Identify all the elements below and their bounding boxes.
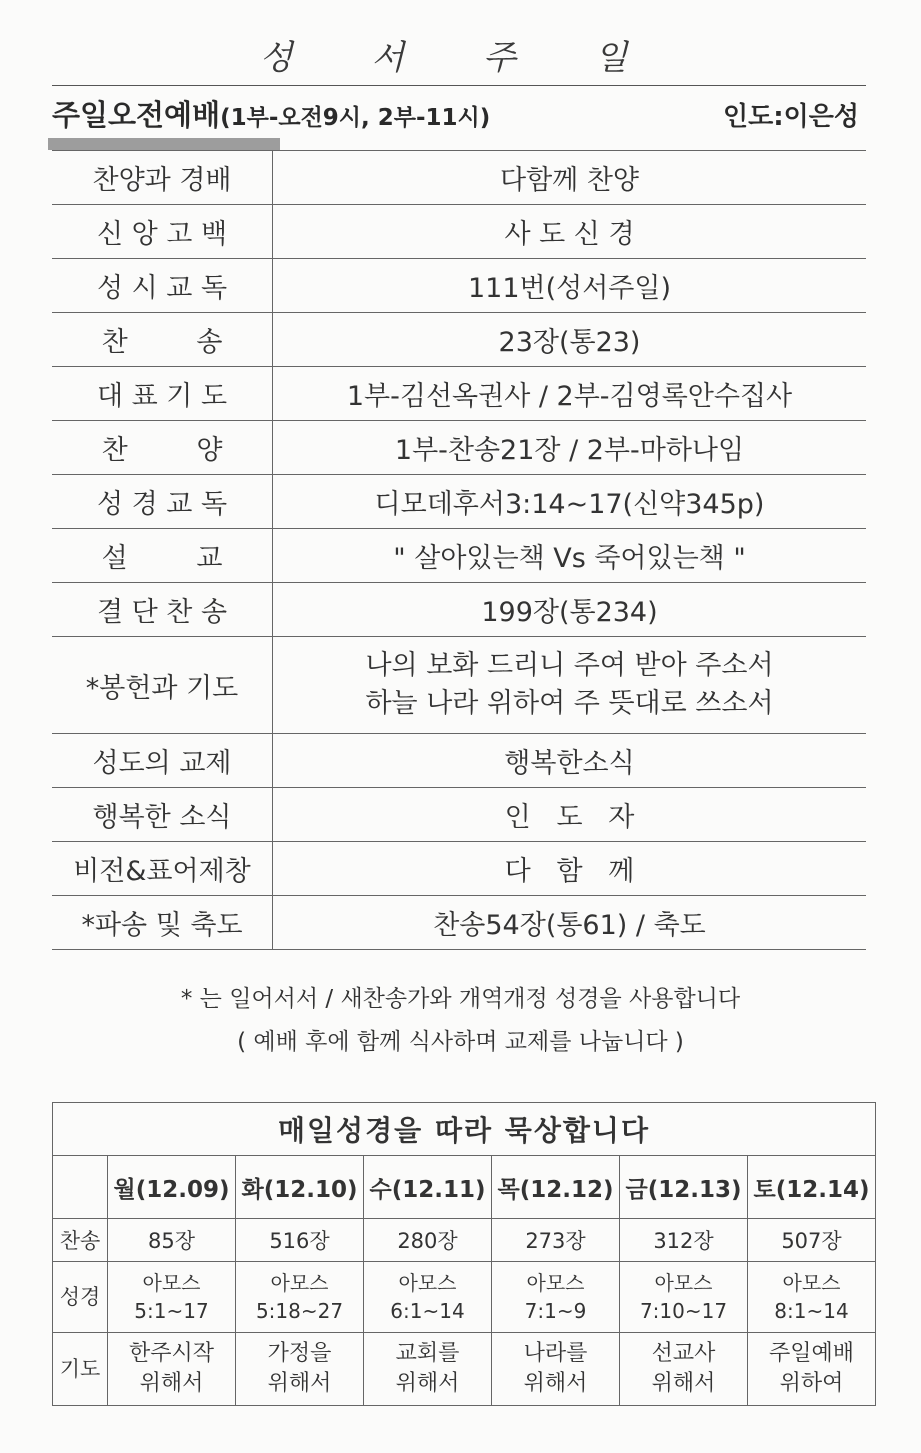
- bible-cell: [364, 1262, 492, 1333]
- bible-reference: 5:18~27: [255, 1299, 344, 1323]
- order-value: 다함께 찬양: [273, 151, 867, 205]
- order-label: *파송 및 축도: [52, 896, 273, 950]
- bible-cell: [620, 1262, 748, 1333]
- order-value-line: 하늘 나라 위하여 주 뜻대로 쓰소서: [365, 688, 774, 719]
- order-label: 행복한 소식: [52, 788, 273, 842]
- order-row: [52, 259, 866, 313]
- prayer-line: 위해서: [651, 1371, 716, 1396]
- order-row: [52, 529, 866, 583]
- order-value: 23장(통23): [273, 313, 867, 367]
- order-row: [52, 637, 866, 734]
- order-value-line: 나의 보화 드리니 주여 받아 주소서: [365, 650, 774, 681]
- prayer-cell: [492, 1333, 620, 1406]
- order-value: " 살아있는책 Vs 죽어있는책 ": [273, 529, 867, 583]
- order-value: 111번(성서주일): [273, 259, 867, 313]
- day-header: 월(12.09): [108, 1156, 236, 1219]
- daily-row: [53, 1219, 876, 1262]
- day-header: 목(12.12): [492, 1156, 620, 1219]
- order-row: [52, 421, 866, 475]
- title-divider: [52, 85, 866, 86]
- day-header: 화(12.10): [236, 1156, 364, 1219]
- day-header: 금(12.13): [620, 1156, 748, 1219]
- prayer-cell: [364, 1333, 492, 1406]
- prayer-cell: [748, 1333, 876, 1406]
- order-row: [52, 583, 866, 637]
- bible-reference: 8:1~14: [774, 1299, 849, 1323]
- order-label: 대 표 기 도: [52, 367, 273, 421]
- prayer-line: 가정을: [267, 1341, 332, 1366]
- order-value: 1부-김선옥권사 / 2부-김영록안수집사: [273, 367, 867, 421]
- daily-row: [53, 1262, 876, 1333]
- order-row: [52, 734, 866, 788]
- order-label: 비전&표어제창: [52, 842, 273, 896]
- bible-book: 아모스: [782, 1271, 841, 1295]
- order-value: 인 도 자: [273, 788, 867, 842]
- order-label: 찬양과 경배: [52, 151, 273, 205]
- daily-row-header: 기도: [53, 1333, 108, 1406]
- bible-book: 아모스: [654, 1271, 713, 1295]
- daily-row: [53, 1156, 876, 1219]
- hymn-cell: 85장: [108, 1219, 236, 1262]
- order-label: 찬 송: [52, 313, 273, 367]
- prayer-line: 교회를: [395, 1341, 460, 1366]
- hymn-cell: 312장: [620, 1219, 748, 1262]
- notes: [0, 980, 921, 1066]
- order-label: 설 교: [52, 529, 273, 583]
- order-label: 성 경 교 독: [52, 475, 273, 529]
- prayer-line: 선교사: [651, 1341, 716, 1366]
- daily-row-header: 성경: [53, 1262, 108, 1333]
- day-header: 수(12.11): [364, 1156, 492, 1219]
- order-value: [273, 637, 867, 734]
- page-title: 성 서 주 일: [259, 38, 662, 78]
- service-leader: 인도:이은성: [723, 102, 859, 132]
- order-row: [52, 896, 866, 950]
- heading-accent-bar: [48, 138, 280, 150]
- bible-reference: 7:10~17: [639, 1299, 728, 1323]
- order-label: 결 단 찬 송: [52, 583, 273, 637]
- order-value: 행복한소식: [273, 734, 867, 788]
- order-row: [52, 475, 866, 529]
- order-label: *봉헌과 기도: [52, 637, 273, 734]
- order-row: [52, 842, 866, 896]
- hymn-cell: 273장: [492, 1219, 620, 1262]
- bible-book: 아모스: [526, 1271, 585, 1295]
- bible-book: 아모스: [142, 1271, 201, 1295]
- daily-title: 매일성경을 따라 묵상합니다: [53, 1103, 876, 1156]
- bible-book: 아모스: [270, 1271, 329, 1295]
- bible-cell: [492, 1262, 620, 1333]
- order-value: 다 함 께: [273, 842, 867, 896]
- prayer-cell: [108, 1333, 236, 1406]
- hymn-cell: 507장: [748, 1219, 876, 1262]
- order-row: [52, 313, 866, 367]
- hymn-cell: 516장: [236, 1219, 364, 1262]
- order-value: 1부-찬송21장 / 2부-마하나임: [273, 421, 867, 475]
- prayer-line: 위해서: [139, 1371, 204, 1396]
- daily-row-header: 찬송: [53, 1219, 108, 1262]
- day-header: 토(12.14): [748, 1156, 876, 1219]
- prayer-line: 위하여: [779, 1371, 844, 1396]
- prayer-line: 한주시작: [128, 1341, 214, 1366]
- service-times: (1부-오전9시, 2부-11시): [220, 105, 491, 131]
- note-standing: * 는 일어서서 / 새찬송가와 개역개정 성경을 사용합니다: [180, 986, 741, 1012]
- order-of-worship: [52, 150, 866, 950]
- order-value: 디모데후서3:14~17(신약345p): [273, 475, 867, 529]
- prayer-cell: [236, 1333, 364, 1406]
- order-label: 성도의 교제: [52, 734, 273, 788]
- bible-reference: 5:1~17: [134, 1299, 209, 1323]
- order-label: 신 앙 고 백: [52, 205, 273, 259]
- order-row: [52, 151, 866, 205]
- bible-cell: [236, 1262, 364, 1333]
- order-value: 199장(통234): [273, 583, 867, 637]
- order-row: [52, 367, 866, 421]
- prayer-cell: [620, 1333, 748, 1406]
- prayer-line: 위해서: [395, 1371, 460, 1396]
- daily-bible-table: [52, 1102, 876, 1406]
- order-label: 성 시 교 독: [52, 259, 273, 313]
- note-meal: ( 예배 후에 함께 식사하며 교제를 나눕니다 ): [237, 1029, 684, 1055]
- service-heading-main: 주일오전예배: [52, 98, 221, 132]
- bible-book: 아모스: [398, 1271, 457, 1295]
- service-heading: [52, 93, 490, 134]
- order-value: 사 도 신 경: [273, 205, 867, 259]
- prayer-line: 나라를: [523, 1341, 588, 1366]
- order-value: 찬송54장(통61) / 축도: [273, 896, 867, 950]
- daily-row-header: [53, 1156, 108, 1219]
- hymn-cell: 280장: [364, 1219, 492, 1262]
- prayer-line: 위해서: [267, 1371, 332, 1396]
- prayer-line: 주일예배: [768, 1341, 854, 1366]
- bible-reference: 6:1~14: [390, 1299, 465, 1323]
- prayer-line: 위해서: [523, 1371, 588, 1396]
- bible-reference: 7:1~9: [524, 1299, 587, 1323]
- bible-cell: [748, 1262, 876, 1333]
- bible-cell: [108, 1262, 236, 1333]
- order-row: [52, 788, 866, 842]
- order-row: [52, 205, 866, 259]
- order-label: 찬 양: [52, 421, 273, 475]
- daily-row: [53, 1333, 876, 1406]
